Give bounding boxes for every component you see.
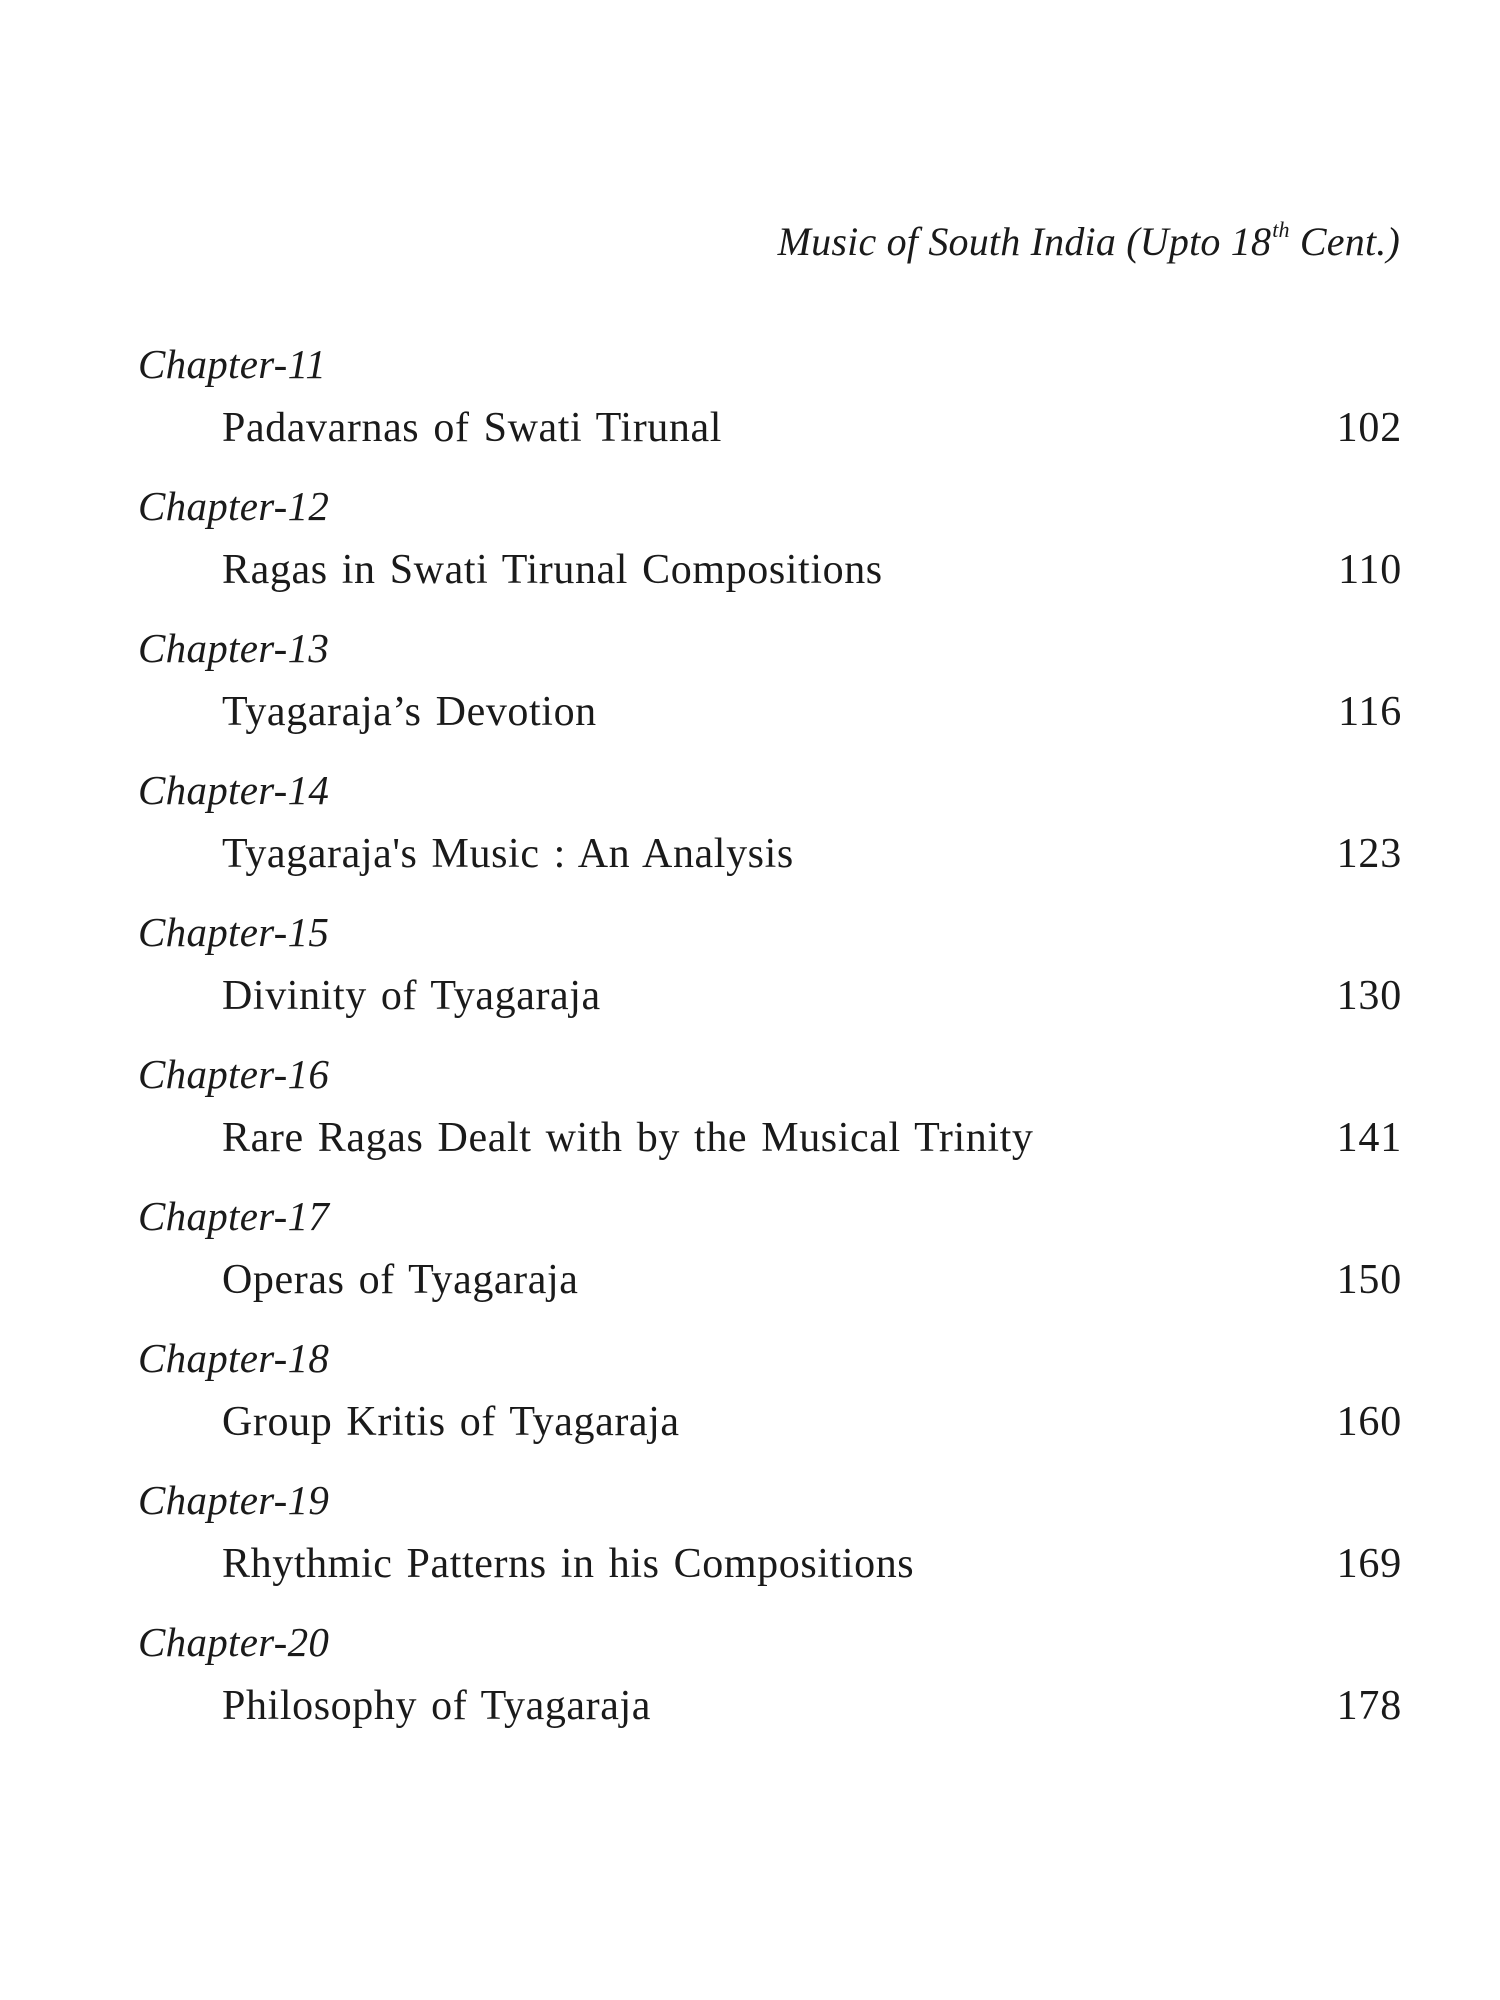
chapter-title: Ragas in Swati Tirunal Compositions [222,547,883,593]
chapter-title: Tyagaraja's Music : An Analysis [222,831,794,877]
page-number: 150 [1336,1257,1402,1303]
page-number: 178 [1336,1683,1402,1729]
chapter-title: Operas of Tyagaraja [222,1257,579,1303]
page-number: 169 [1336,1541,1402,1587]
page-number: 116 [1338,689,1402,735]
chapter-title: Divinity of Tyagaraja [222,973,601,1019]
running-head-title-end: Cent.) [1289,219,1400,264]
chapter-label: Chapter-15 [138,909,330,955]
running-head-superscript: th [1272,216,1290,242]
chapter-title: Rare Ragas Dealt with by the Musical Trinity [222,1115,1034,1161]
page-number: 130 [1336,973,1402,1019]
toc-entry [0,624,1500,766]
running-head [500,218,1400,265]
chapter-label: Chapter-13 [138,625,330,671]
chapter-label: Chapter-11 [138,341,327,387]
chapter-label: Chapter-16 [138,1051,330,1097]
chapter-label: Chapter-14 [138,767,330,813]
page-number: 141 [1336,1115,1402,1161]
toc-entry [0,908,1500,1050]
page-number: 123 [1336,831,1402,877]
table-of-contents [0,340,1500,1760]
chapter-title: Padavarnas of Swati Tirunal [222,405,722,451]
running-head-title: Music of South India (Upto 18 [777,219,1272,264]
chapter-title: Philosophy of Tyagaraja [222,1683,652,1729]
chapter-label: Chapter-12 [138,483,330,529]
toc-entry [0,482,1500,624]
chapter-label: Chapter-17 [138,1193,330,1239]
chapter-title: Rhythmic Patterns in his Compositions [222,1541,915,1587]
page-number: 102 [1336,405,1402,451]
chapter-label: Chapter-18 [138,1335,330,1381]
toc-entry [0,1192,1500,1334]
chapter-label: Chapter-20 [138,1619,330,1665]
toc-entry [0,766,1500,908]
chapter-label: Chapter-19 [138,1477,330,1523]
toc-entry [0,1050,1500,1192]
page-number: 160 [1336,1399,1402,1445]
chapter-title: Group Kritis of Tyagaraja [222,1399,680,1445]
chapter-title: Tyagaraja’s Devotion [222,689,597,735]
toc-entry [0,340,1500,482]
toc-entry [0,1476,1500,1618]
page-number: 110 [1338,547,1402,593]
toc-entry [0,1334,1500,1476]
toc-entry [0,1618,1500,1760]
